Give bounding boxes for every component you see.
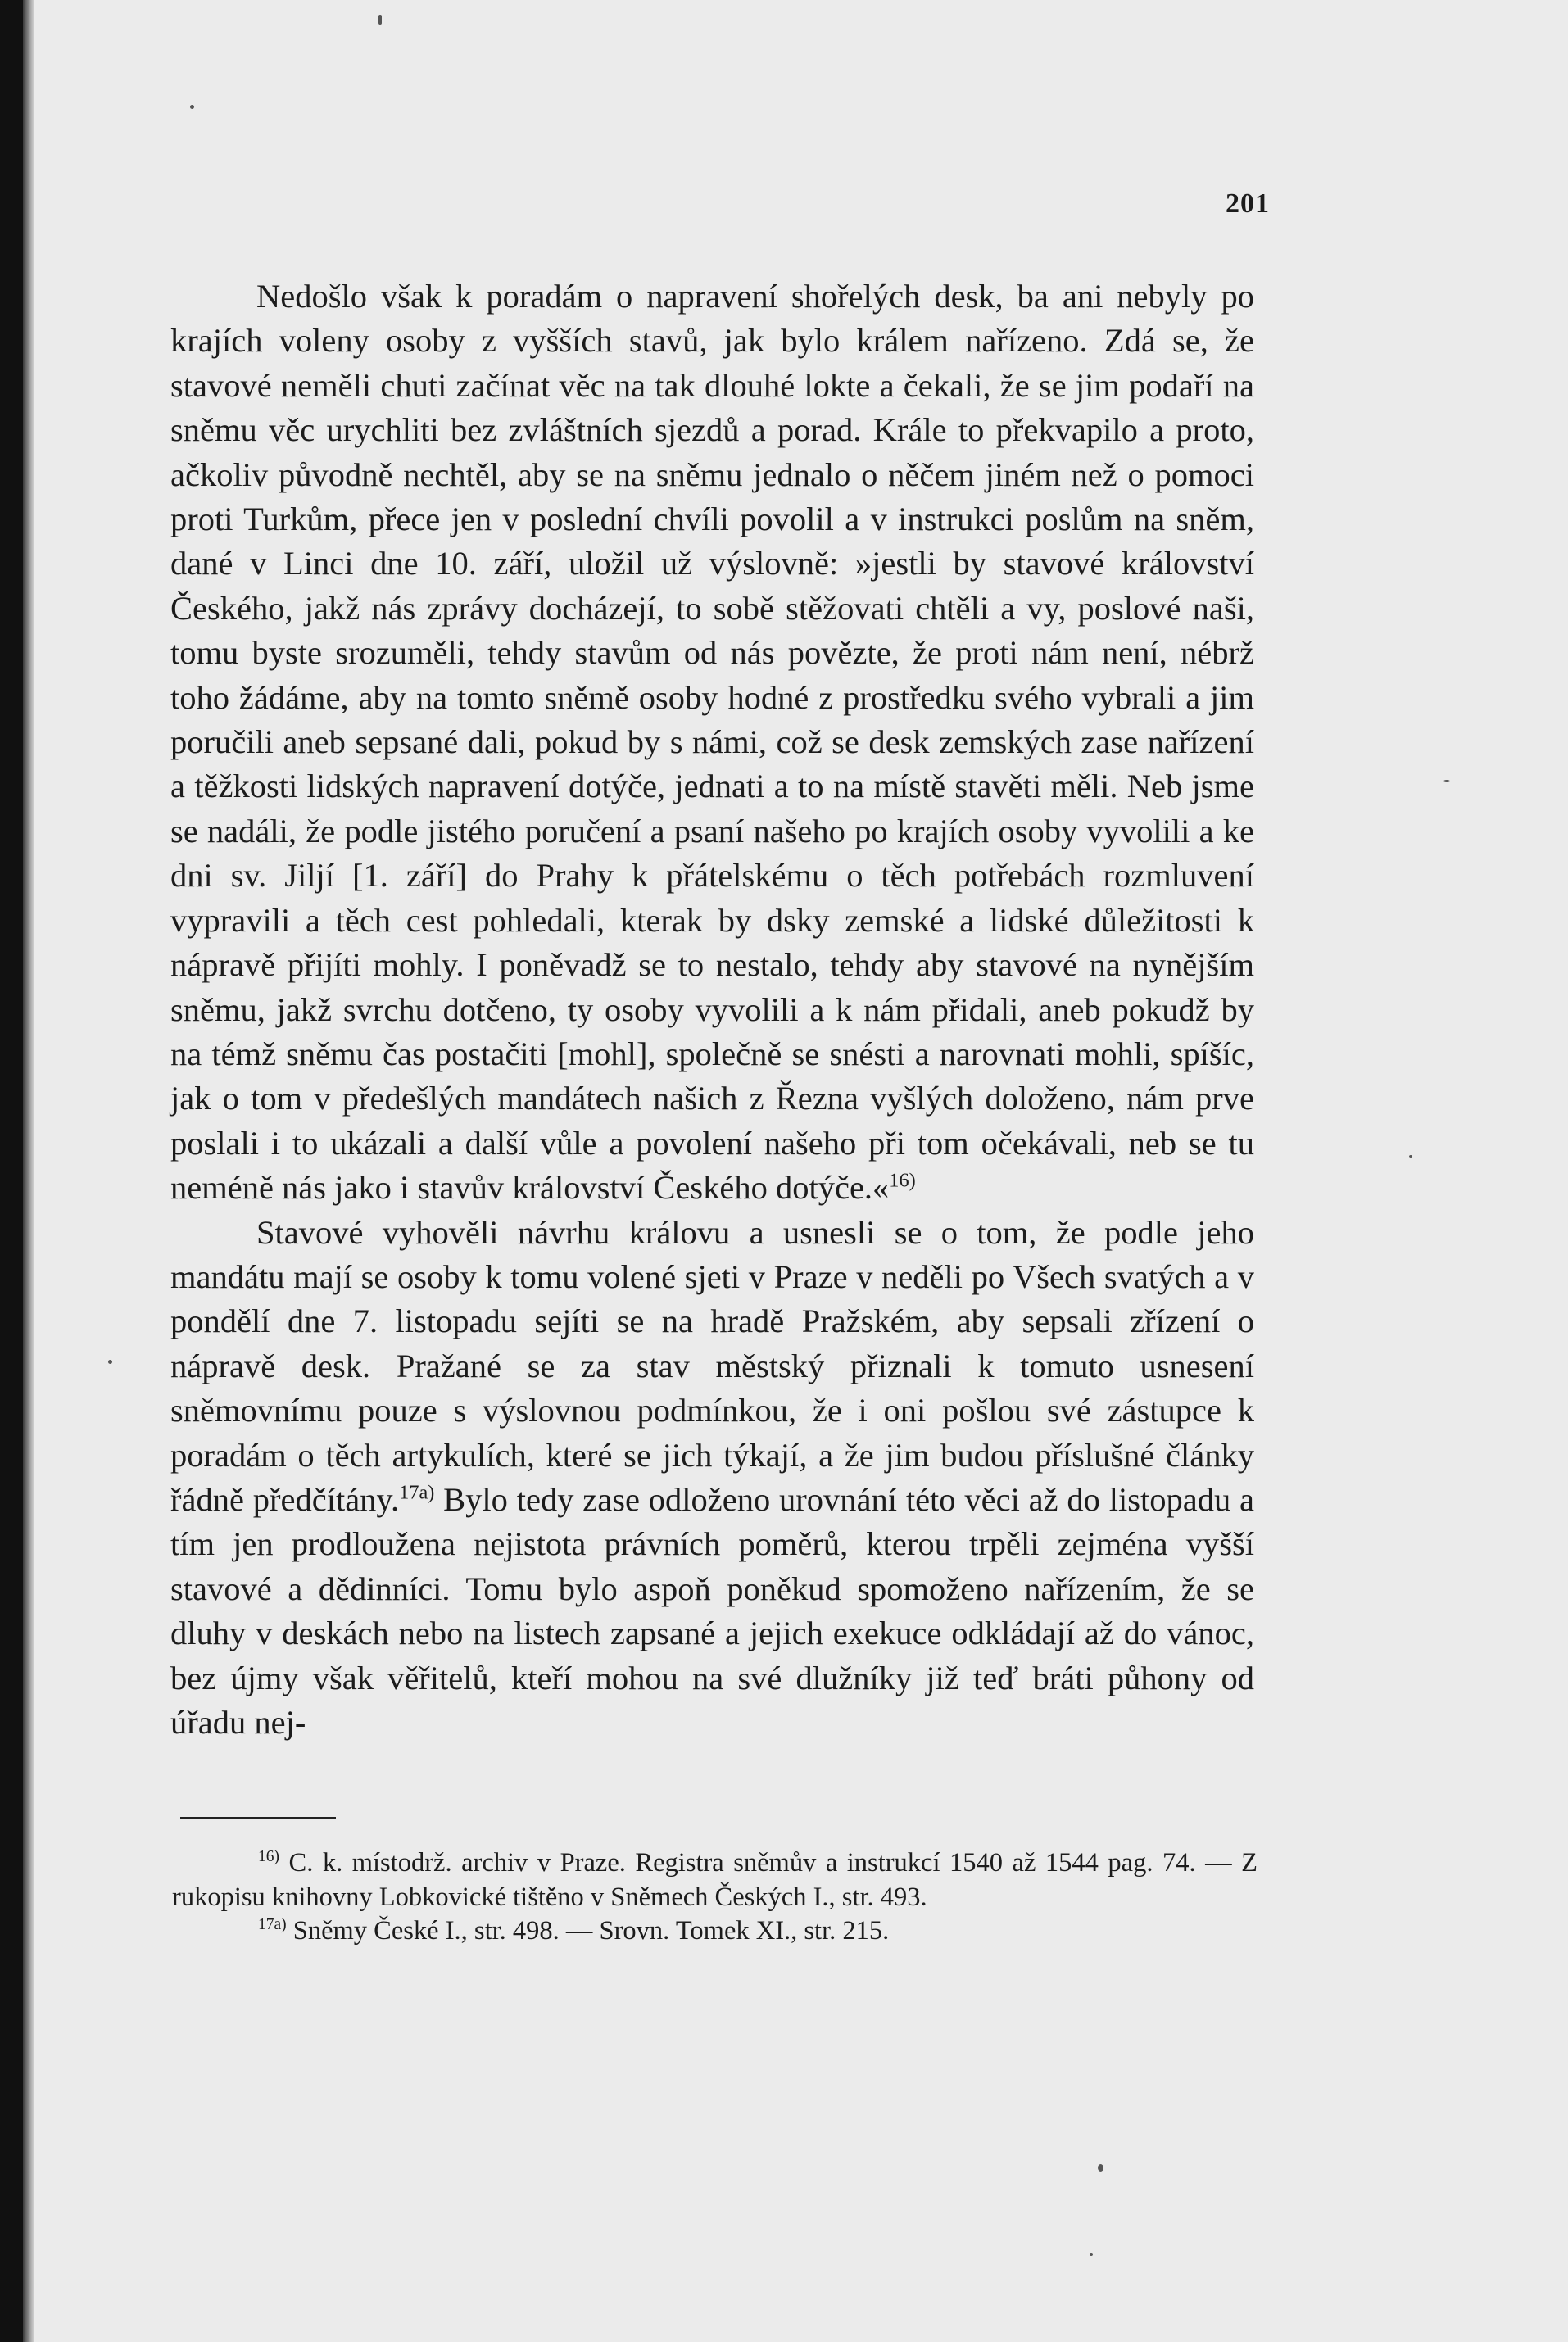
footnote-marker: 17a)	[258, 1916, 287, 1934]
print-speck	[190, 105, 194, 109]
print-speck	[1409, 1155, 1412, 1158]
print-speck	[1443, 780, 1450, 782]
footnote-marker: 16)	[258, 1848, 279, 1866]
footnote-16-text: C. k. místodrž. archiv v Praze. Registra sněmův a instrukcí 1540 až 1544 pag. 74. — Z rukopisu knihovny Lobkovické tištěno v Sněmech Českých I., str. 493.	[172, 1848, 1258, 1912]
paragraph-2-text-before: Stavové vyhověli návrhu královu a usnesli se o tom, že podle jeho mandátu mají se osoby k tomu volené sjeti v Praze v neděli po Všech svatých a v pondělí dne 7. listopadu sejíti se na hradě Pražském, aby sepsali zřízení o nápravě desk. Pražané se za stav městský přiznali k tomuto usnesení sněmovnímu pouze s výslovnou podmínkou, že i oni pošlou své zástupce k poradám o těch artykulích, které se jich týkají, a že jim budou příslušné články řádně předčítány.	[170, 1213, 1254, 1518]
print-speck	[1090, 2253, 1093, 2256]
print-speck	[1098, 2164, 1103, 2172]
page-number: 201	[1226, 188, 1270, 219]
paragraph-2	[170, 1211, 1254, 1746]
print-speck	[108, 1360, 112, 1364]
footnote-ref-16: 16)	[889, 1169, 916, 1192]
print-speck	[378, 15, 382, 25]
paragraph-2-text-after: Bylo tedy zase odloženo urovnání této věci až do listopadu a tím jen prodloužena nejistota právních poměrů, kterou trpěli zejména vyšší stavové a dědinníci. Tomu bylo aspoň poněkud spomoženo nařízením, že se dluhy v deskách nebo na listech zapsané a jejich exekuce odkládají až do vánoc, bez újmy však věřitelů, kteří mohou na své dlužníky již teď bráti půhony od úřadu nej-	[170, 1480, 1254, 1741]
footnote-divider	[180, 1817, 336, 1819]
paragraph-1	[170, 274, 1254, 1211]
footnotes	[172, 1846, 1258, 1949]
scan-edge-shadow	[23, 0, 34, 2342]
footnote-17a-text: Sněmy České I., str. 498. — Srovn. Tomek XI., str. 215.	[292, 1916, 890, 1946]
footnote-17a	[172, 1914, 1258, 1949]
paragraph-1-text: Nedošlo však k poradám o napravení shořelých desk, ba ani nebyly po krajích voleny osoby z vyšších stavů, jak bylo králem nařízeno. Zdá se, že stavové neměli chuti začínat věc na tak dlouhé lokte a čekali, že se jim podaří na sněmu věc urychliti bez zvláštních sjezdů a porad. Krále to překvapilo a proto, ačkoliv původně nechtěl, aby se na sněmu jednalo o něčem jiném než o pomoci proti Turkům, přece jen v poslední chvíli povolil a v instrukci poslům na sněm, dané v Linci dne 10. září, uložil už výslovně: »jestli by stavové království Českého, jakž nás zprávy docházejí, to sobě stěžovati chtěli a vy, poslové naši, tomu byste srozuměli, tehdy stavům od nás povězte, že proti nám není, nébrž toho žádáme, aby na tomto sněmě osoby hodné z prostředku svého vybrali a jim poručili aneb sepsané dali, pokud by s námi, což se desk zemských zase nařízení a těžkosti lidských napravení dotýče, jednati a to na místě stavěti měli. Neb jsme se nadáli, že podle jistého poručení a psaní našeho po krajích osoby vyvolili a ke dni sv. Jiljí [1. září] do Prahy k přátelskému o těch potřebách rozmluvení vypravili a těch cest pohledali, kterak by dsky zemské a lidské důležitosti k nápravě přijíti mohly. I poněvadž se to nestalo, tehdy aby stavové na nynějším sněmu, jakž svrchu dotčeno, ty osoby vyvolili a k nám přidali, aneb pokudž by na témž sněmu čas postačiti [mohl], společně se snésti a narovnati mohli, spíšíc, jak o tom v předešlých mandátech našich z Řezna vyšlých doloženo, nám prve poslali i to ukázali a další vůle a povolení našeho při tom očekávali, neb se tu neméně nás jako i stavův království Českého dotýče.«	[170, 278, 1254, 1207]
body-text	[170, 274, 1254, 1745]
footnote-16	[172, 1846, 1258, 1914]
footnote-ref-17a: 17a)	[399, 1481, 435, 1504]
